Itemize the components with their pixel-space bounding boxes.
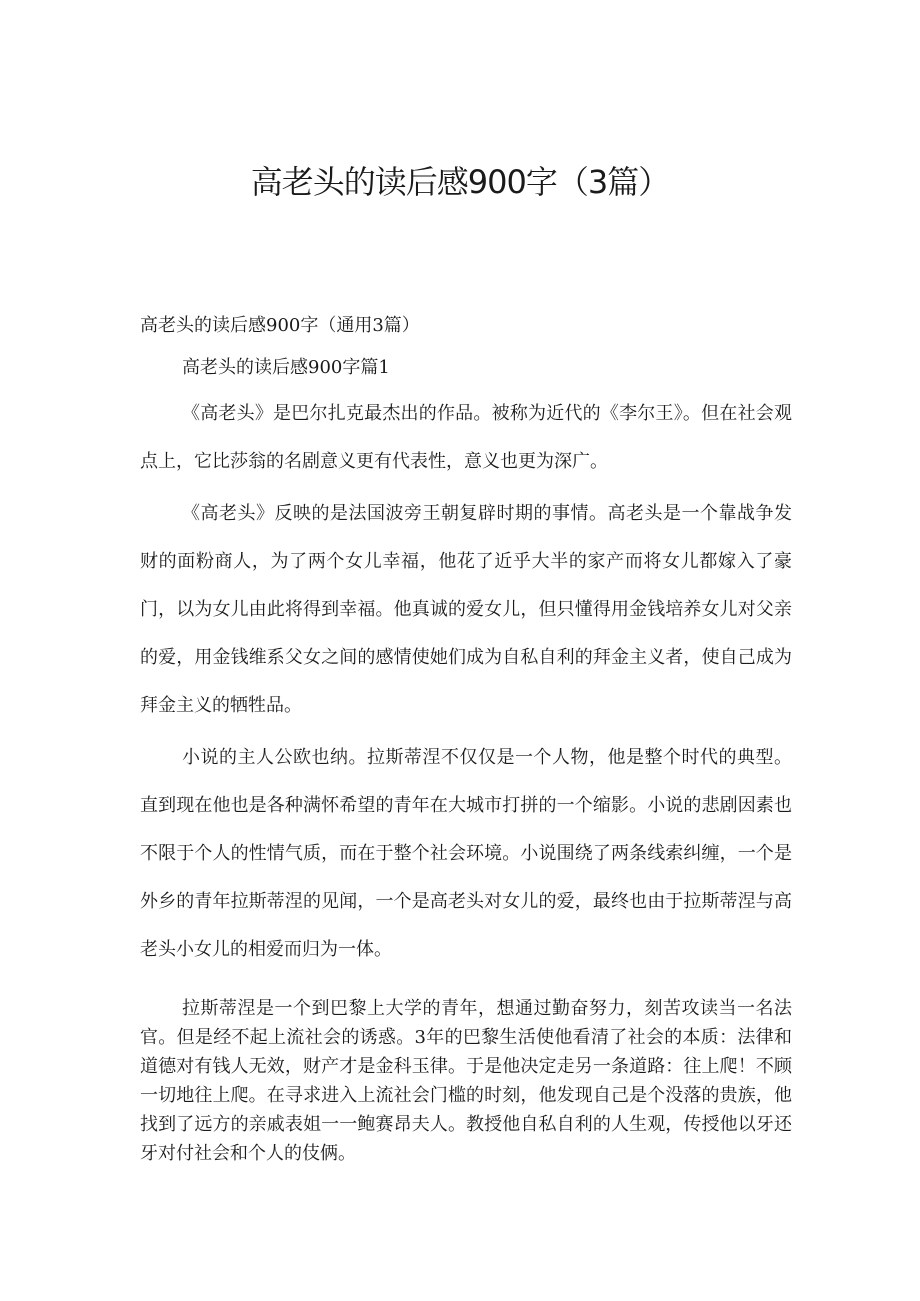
section-heading: 高老头的读后感900字篇1 (182, 357, 390, 378)
paragraph-2: 《高老头》反映的是法国波旁王朝复辟时期的事情。高老头是一个靠战争发财的面粉商人，为了两个女儿幸福，他花了近乎大半的家产而将女儿都嫁入了豪门，以为女儿由此将得到幸福。他真诚的爱女儿，但只懂得用金钱培养女儿对父亲的爱，用金钱维系父女之间的感情使她们成为自私自利的拜金主义者，使自己成为拜金主义的牺牲品。 (140, 503, 792, 716)
paragraph-4: 拉斯蒂涅是一个到巴黎上大学的青年，想通过勤奋努力，刻苦攻读当一名法官。但是经不起上流社会的诱惑。3年的巴黎生活使他看清了社会的本质：法律和道德对有钱人无效，财产才是金科玉律。于是他决定走另一条道路：往上爬！不顾一切地往上爬。在寻求进入上流社会门槛的时刻，他发现自己是个没落的贵族，他找到了远方的亲戚表姐一一鲍赛昂夫人。教授他自私自利的人生观，传授他以牙还牙对付社会和个人的伎俩。 (140, 998, 792, 1164)
document-title: 高老头的读后感900字（3篇） (250, 163, 670, 201)
paragraph-3: 小说的主人公欧也纳。拉斯蒂涅不仅仅是一个人物，他是整个时代的典型。直到现在他也是各种满怀希望的青年在大城市打拼的一个缩影。小说的悲剧因素也不限于个人的性情气质，而在于整个社会环境。小说围绕了两条线索纠缠，一个是外乡的青年拉斯蒂涅的见闻，一个是高老头对女儿的爱，最终也由于拉斯蒂涅与高老头小女儿的相爱而归为一体。 (140, 747, 792, 960)
paragraph-1: 《高老头》是巴尔扎克最杰出的作品。被称为近代的《李尔王》。但在社会观点上，它比莎翁的名剧意义更有代表性，意义也更为深广。 (140, 403, 792, 472)
document-body (140, 308, 792, 1168)
document-subtitle: 高老头的读后感900字（通用3篇） (140, 315, 420, 336)
